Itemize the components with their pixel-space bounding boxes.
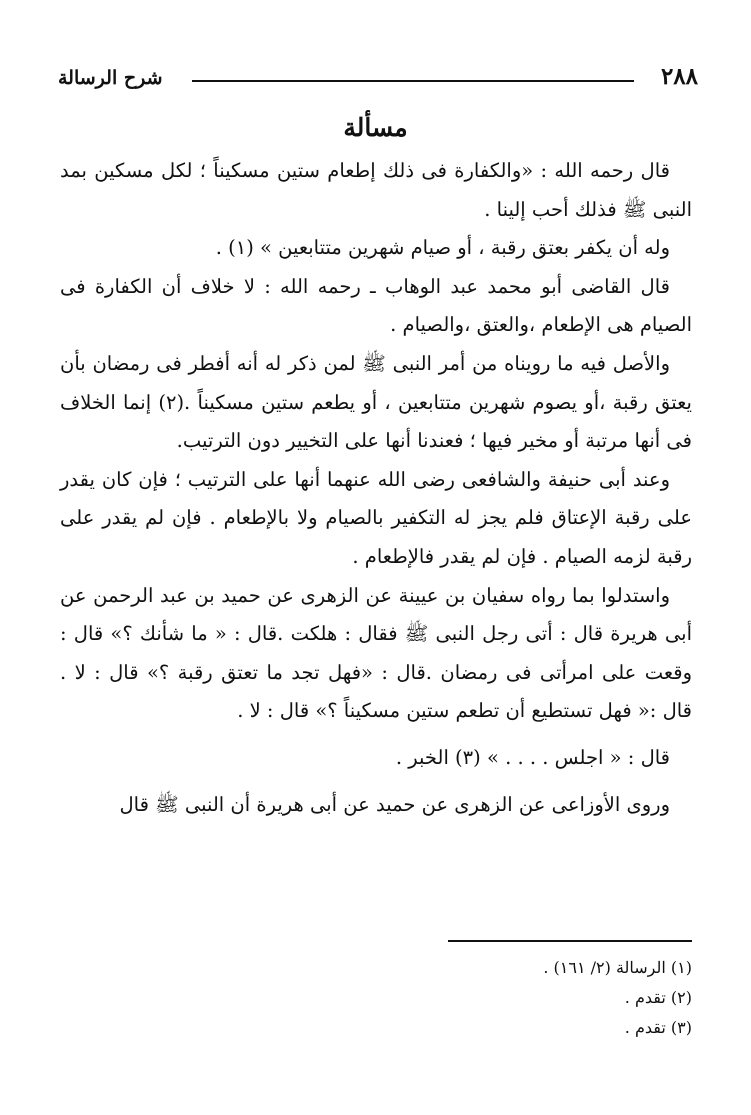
paragraph: واستدلوا بما رواه سفيان بن عيينة عن الزهرى عن حميد بن عبد الرحمن عن أبى هريرة قال : أتى رجل النبى ﷺ فقال : هلكت .قال : « ما شأنك ؟» قال : وقعت على امرأتى فى رمضان .قال : «فهل تجد ما تعتق رقبة ؟» قال : لا . قال :« فهل تستطيع أن تطعم ستين مسكيناً ؟» قال : لا . [60, 583, 692, 723]
footnote-rule [448, 940, 692, 942]
footnote: (٣) تقدم . [624, 1018, 692, 1037]
paragraph: قال رحمه الله : «والكفارة فى ذلك إطعام ستين مسكيناً ؛ لكل مسكين بمد النبى ﷺ فذلك أحب إلينا . [60, 159, 692, 221]
footnotes [60, 953, 692, 1043]
footnote: (٢) تقدم . [624, 988, 692, 1007]
page-number: ٢٨٨ [660, 63, 698, 90]
header-rule [192, 80, 634, 82]
body-text [60, 152, 692, 824]
paragraph: وروى الأوزاعى عن الزهرى عن حميد عن أبى هريرة أن النبى ﷺ قال [119, 792, 670, 816]
page-header [58, 62, 698, 96]
paragraph: وعند أبى حنيفة والشافعى رضى الله عنهما أنها على الترتيب ؛ فإن كان يقدر على رقبة الإعتاق فلم يجز له التكفير بالصيام ولا بالإطعام . فإن لم يقدر على رقبة لزمه الصيام . فإن لم يقدر فالإطعام . [60, 467, 692, 568]
paragraph: وله أن يكفر بعتق رقبة ، أو صيام شهرين متتابعين » (١) . [215, 236, 670, 260]
paragraph: قال : « اجلس . . . . » (٣) الخبر . [395, 745, 670, 769]
running-title: شرح الرسالة [58, 67, 163, 89]
paragraph: قال القاضى أبو محمد عبد الوهاب ـ رحمه الله : لا خلاف أن الكفارة فى الصيام هى الإطعام ،والعتق ،والصيام . [60, 274, 692, 337]
section-title: مسألة [343, 113, 408, 142]
footnote: (١) الرسالة (٢/ ١٦١) . [543, 958, 692, 977]
paragraph: والأصل فيه ما رويناه من أمر النبى ﷺ لمن ذكر له أنه أفطر فى رمضان بأن يعتق رقبة ،أو يصوم شهرين متتابعين ، أو يطعم ستين مسكيناً .(٢) إنما الخلاف فى أنها مرتبة أو مخير فيها ؛ فعندنا أنها على التخيير دون الترتيب. [60, 351, 692, 453]
